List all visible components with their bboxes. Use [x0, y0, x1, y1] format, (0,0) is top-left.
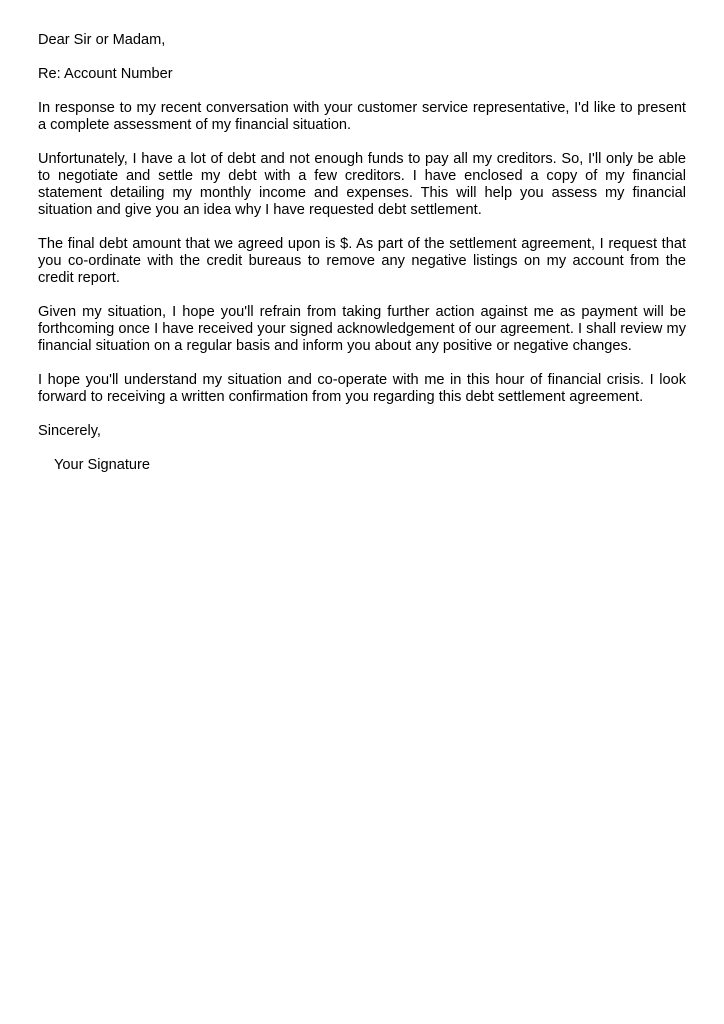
- reference-line: Re: Account Number: [38, 66, 173, 82]
- paragraph-intro: In response to my recent conversation with your customer service representative, I'd like to present a complete assessment of my financial situation.: [38, 100, 686, 133]
- paragraph-conclusion: I hope you'll understand my situation and co-operate with me in this hour of financial crisis. I look forward to receiving a written confirmation from you regarding this debt settlement agreement.: [38, 372, 686, 405]
- paragraph-request: Given my situation, I hope you'll refrain from taking further action against me as payment will be forthcoming once I have received your signed acknowledgement of our agreement. I shall review my financial situation on a regular basis and inform you about any positive or negative changes.: [38, 304, 686, 354]
- paragraph-debt-situation: Unfortunately, I have a lot of debt and not enough funds to pay all my creditors. So, I'll only be able to negotiate and settle my debt with a few creditors. I have enclosed a copy of my financial statement detailing my monthly income and expenses. This will help you assess my financial situation and give you an idea why I have requested debt settlement.: [38, 151, 686, 218]
- closing: Sincerely,: [38, 423, 101, 439]
- paragraph-settlement-amount: The final debt amount that we agreed upon is $. As part of the settlement agreement, I request that you co-ordinate with the credit bureaus to remove any negative listings on my account from the credit report.: [38, 236, 686, 286]
- salutation: Dear Sir or Madam,: [38, 32, 166, 48]
- signature-placeholder: Your Signature: [54, 457, 151, 473]
- letter-body: [38, 32, 686, 474]
